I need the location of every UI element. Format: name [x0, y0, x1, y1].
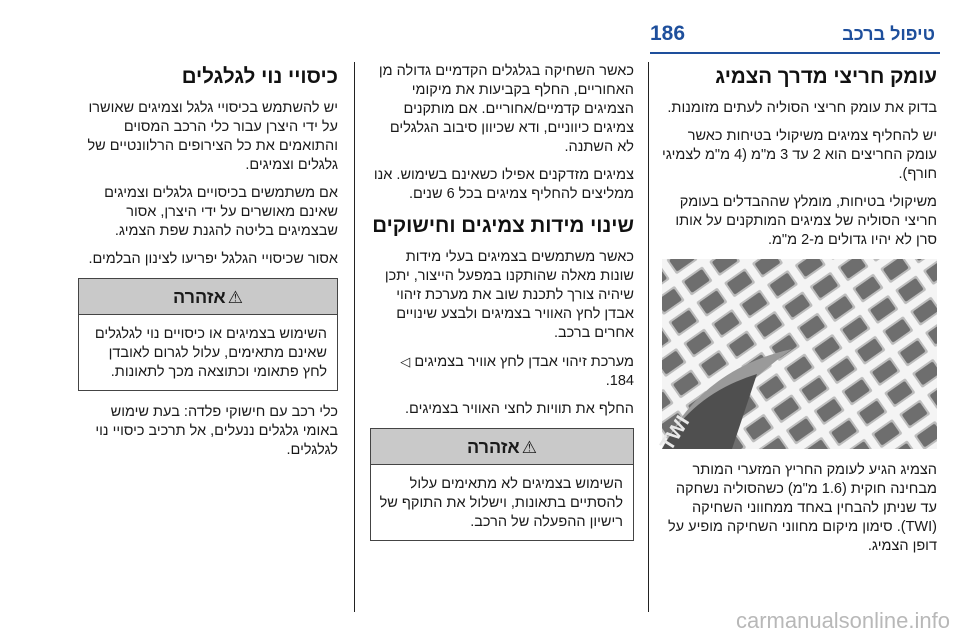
- page-number: 186: [650, 22, 686, 45]
- reference-text: מערכת זיהוי אבדן לחץ אוויר בצמיגים: [414, 354, 634, 370]
- paragraph: בדוק את עומק חריצי הסוליה לעתים מזומנות.: [667, 100, 937, 116]
- warning-text: השימוש בצמיגים או כיסויים נוי לגלגלים שאינם מתאימים, עלול לגרום לאובדן לחץ פתאומי וכתוצאה מכך לתאונות.: [94, 326, 327, 380]
- tire-tread-image: [656, 259, 937, 455]
- page-header: [650, 22, 935, 54]
- watermark: carmanualsonline.info: [735, 608, 950, 633]
- warning-title: אזהרה: [467, 437, 520, 457]
- warning-header: [371, 429, 633, 465]
- warning-text: השימוש בצמיגים לא מתאימים עלול להסתיים בתאונות, וישלול את התוקף של רישיון ההפעלה של הרכב.: [379, 476, 623, 530]
- warning-header: [79, 279, 337, 315]
- column-divider: [354, 62, 355, 612]
- column-tire-sizes: [370, 62, 634, 553]
- page-reference-arrow-icon: ◁: [400, 354, 411, 369]
- column-divider: [648, 62, 649, 612]
- heading-wheel-covers: כיסויי נוי לגלגלים: [181, 65, 338, 88]
- warning-triangle-icon: ⚠: [227, 288, 243, 307]
- paragraph: מערכת זיהוי אבדן לחץ אוויר בצמיגים ◁ 184.: [400, 354, 634, 389]
- paragraph: יש להשתמש בכיסויי גלגל וצמיגים שאושרו על ידי היצרן עבור כלי הרכב המסוים והתואמים את כל הצירופים הרלוונטיים של גלגלים וצמיגים.: [87, 100, 338, 173]
- warning-triangle-icon: ⚠: [521, 438, 537, 457]
- column-tread-depth: [656, 62, 937, 565]
- column-wheel-covers: [78, 62, 338, 469]
- heading-tread-depth: עומק חריצי מדרך הצמיג: [715, 65, 937, 88]
- paragraph: צמיגים מזדקנים אפילו כשאינם בשימוש. אנו ממליצים להחליף צמיגים בכל 6 שנים.: [373, 167, 634, 202]
- paragraph: אם משתמשים בכיסויים גלגלים וצמיגים שאינם מאושרים על ידי היצרן, אסור שבצמיגים בליטה להגנת שפת הצמיג.: [104, 185, 338, 239]
- warning-box: [78, 278, 338, 391]
- heading-tire-size-change: שינוי מידות צמיגים וחישוקים: [372, 214, 634, 237]
- paragraph: הצמיג הגיע לעומק החריץ המזערי המותר מבחינה חוקית (1.6 מ"מ) כשהסוליה נשחקה עד שניתן להבחין באחד ממחווני השחיקה (TWI). סימון מיקום מחווני השחיקה מופיע על דופן הצמיג.: [668, 462, 937, 554]
- paragraph: כאשר השחיקה בגלגלים הקדמיים גדולה מן האחוריים, החלף בקביעות את מיקומי הצמיגים קדמיים/אחוריים. אם מותקנים צמיגים כיווניים, ודא שכיוון סיבוב הגלגלים לא השתנה.: [378, 63, 634, 155]
- paragraph: החלף את תוויות לחצי האוויר בצמיגים.: [405, 401, 634, 417]
- twi-label: TWI: [656, 411, 695, 455]
- warning-title: אזהרה: [173, 287, 226, 307]
- paragraph: כאשר משתמשים בצמיגים בעלי מידות שונות מאלה שהותקנו במפעל הייצור, יתכן שיהיה צורך לתכנת שוב את מערכת זיהוי אבדן לחץ האוויר בצמיגים ולבצע שינויים אחרים ברכב.: [384, 249, 634, 341]
- paragraph: אסור שכיסויי הגלגל יפריעו לצינון הבלמים.: [88, 251, 338, 267]
- page-reference[interactable]: 184: [609, 373, 634, 389]
- section-title: טיפול ברכב: [842, 24, 935, 44]
- paragraph: משיקולי בטיחות, מומלץ שההבדלים בעומק חריצי הסוליה של צמיגים המותקנים על אותו סרן לא יהיו גדולים מ-2 מ"מ.: [675, 194, 937, 248]
- header-rule: [650, 52, 940, 54]
- paragraph: יש להחליף צמיגים משיקולי בטיחות כאשר עומק החריצים הוא 2 עד 3 מ"מ (4 מ"מ לצמיגי חורף).: [662, 128, 937, 182]
- warning-body: [371, 465, 633, 540]
- warning-body: [79, 315, 337, 390]
- paragraph: כלי רכב עם חישוקי פלדה: בעת שימוש באומי גלגלים ננעלים, אל תרכיב כיסויי נוי לגלגלים.: [95, 404, 338, 458]
- warning-box: [370, 428, 634, 541]
